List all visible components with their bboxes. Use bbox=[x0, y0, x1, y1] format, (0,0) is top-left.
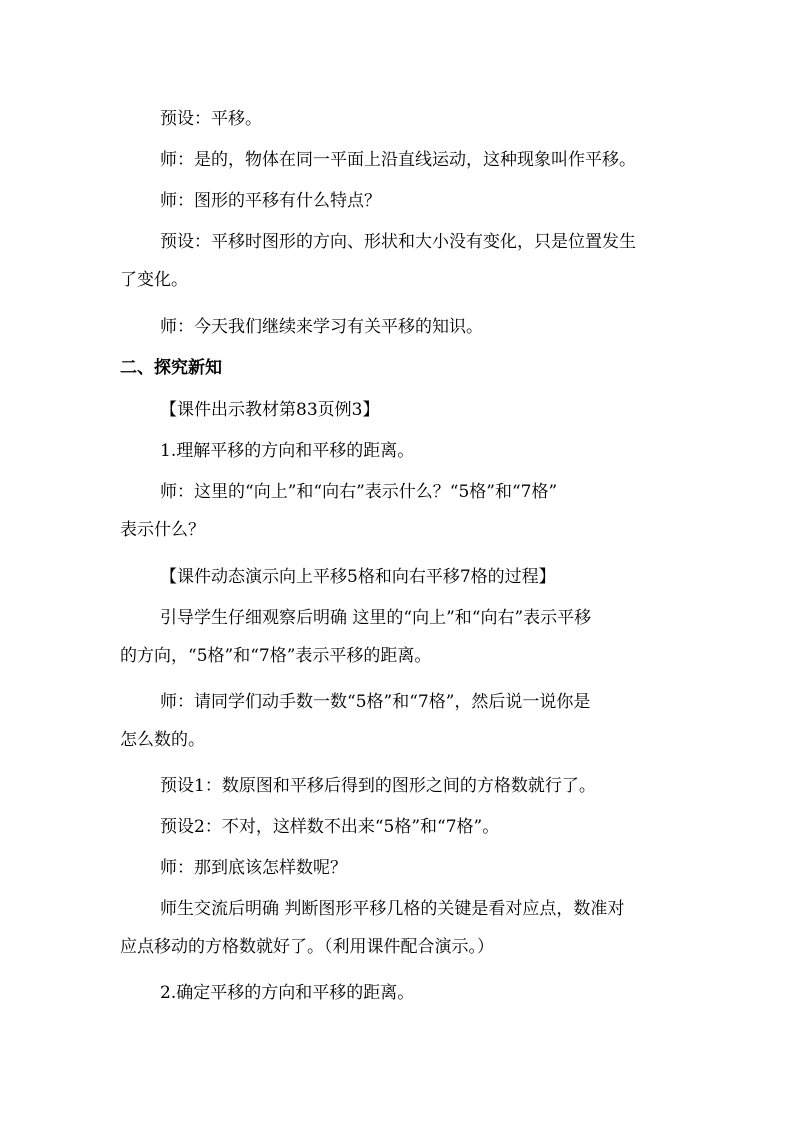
paragraph-text-continued: 应点移动的方格数就好了。（利用课件配合演示。） bbox=[120, 937, 494, 957]
paragraph-text: 师：这里的“向上”和“向右”表示什么？“5格”和“7格” bbox=[160, 482, 558, 502]
paragraph-step-1 bbox=[120, 432, 680, 470]
paragraph-teacher-today bbox=[120, 308, 680, 346]
paragraph-text: 师：那到底该怎样数呢？ bbox=[160, 858, 347, 878]
paragraph-text: 预设1：数原图和平移后得到的图形之间的方格数就行了。 bbox=[160, 776, 596, 796]
paragraph-text: 师生交流后明确 判断图形平移几格的关键是看对应点，数准对 bbox=[160, 899, 625, 919]
paragraph-text: 【课件动态演示向上平移5格和向右平移7格的过程】 bbox=[160, 567, 556, 587]
paragraph-text: 预设：平移时图形的方向、形状和大小没有变化，只是位置发生 bbox=[160, 232, 636, 252]
paragraph-teacher-count bbox=[120, 683, 680, 759]
paragraph-text: 2.确定平移的方向和平移的距离。 bbox=[160, 983, 415, 1003]
section-heading bbox=[120, 349, 680, 387]
paragraph-conclusion bbox=[120, 890, 680, 966]
paragraph-teacher-direction-question bbox=[120, 473, 680, 549]
paragraph-teacher-definition bbox=[120, 141, 680, 179]
paragraph-text-continued: 表示什么？ bbox=[120, 520, 205, 540]
paragraph-teacher-how bbox=[120, 849, 680, 887]
paragraph-text-continued: 的方向，“5格”和“7格”表示平移的距离。 bbox=[120, 646, 432, 666]
paragraph-text: 师：今天我们继续来学习有关平移的知识。 bbox=[160, 317, 483, 337]
paragraph-preset-features bbox=[120, 223, 680, 299]
paragraph-text: 引导学生仔细观察后明确 这里的“向上”和“向右”表示平移 bbox=[160, 608, 592, 628]
paragraph-preset-1 bbox=[120, 767, 680, 805]
paragraph-teacher-question bbox=[120, 182, 680, 220]
paragraph-courseware-demo bbox=[120, 558, 680, 596]
paragraph-text: 1.理解平移的方向和平移的距离。 bbox=[160, 441, 415, 461]
paragraph-text: 预设2：不对，这样数不出来“5格”和“7格”。 bbox=[160, 817, 500, 837]
paragraph-guide-observe bbox=[120, 599, 680, 675]
paragraph-text-continued: 了变化。 bbox=[120, 270, 188, 290]
heading-text: 二、探究新知 bbox=[120, 358, 222, 378]
paragraph-text: 预设：平移。 bbox=[160, 109, 262, 129]
paragraph-text-continued: 怎么数的。 bbox=[120, 730, 205, 750]
paragraph-text: 师：是的，物体在同一平面上沿直线运动，这种现象叫作平移。 bbox=[160, 150, 636, 170]
paragraph-preset-2 bbox=[120, 808, 680, 846]
paragraph-text: 师：图形的平移有什么特点？ bbox=[160, 191, 381, 211]
paragraph-preset-translation bbox=[120, 100, 680, 138]
paragraph-courseware-example bbox=[120, 391, 680, 429]
paragraph-text: 师：请同学们动手数一数“5格”和“7格”，然后说一说你是 bbox=[160, 692, 591, 712]
paragraph-step-2 bbox=[120, 974, 680, 1012]
paragraph-text: 【课件出示教材第83页例3】 bbox=[160, 400, 380, 420]
